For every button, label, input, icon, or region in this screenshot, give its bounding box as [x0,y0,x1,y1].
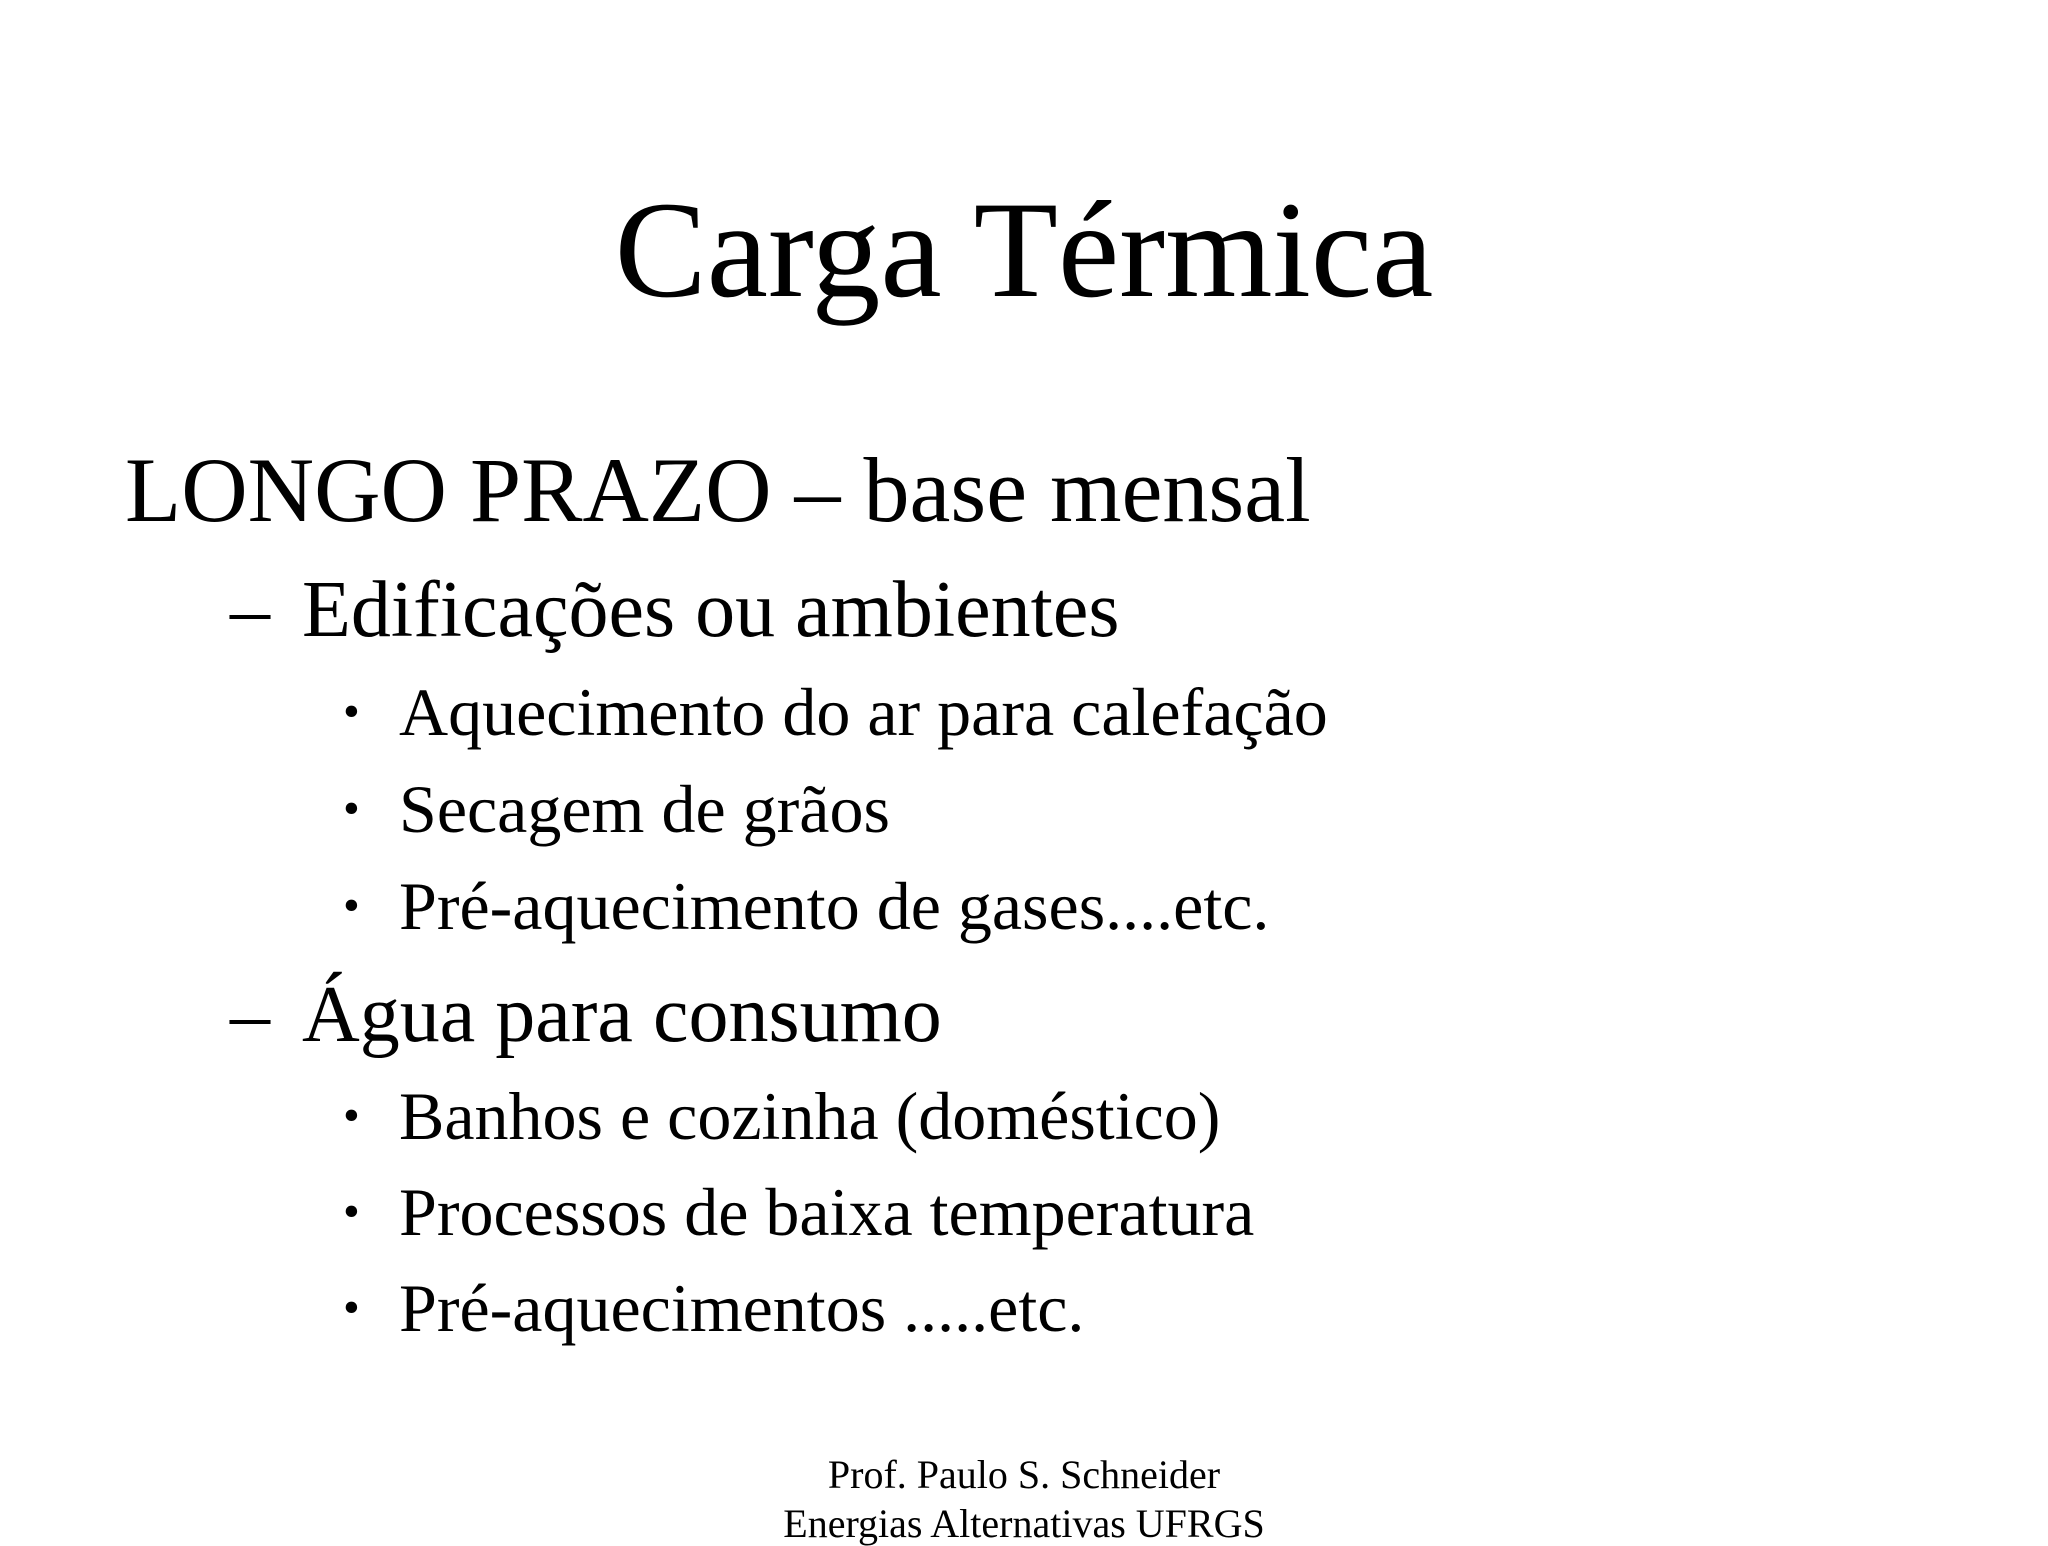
list-item [343,1268,1084,1348]
section-label: Água para consumo [302,971,942,1059]
list-item-text: Processos de baixa temperatura [399,1174,1255,1250]
dash-marker: – [230,566,270,654]
bullet-icon: • [343,1185,360,1238]
bullet-icon: • [343,1281,360,1334]
list-item [343,1076,1220,1156]
bullet-icon: • [343,879,360,932]
list-item [343,866,1269,946]
slide-title: Carga Térmica [614,173,1434,326]
list-item-text: Pré-aquecimento de gases....etc. [399,868,1270,944]
list-item [343,672,1328,752]
section-heading-agua [230,968,942,1063]
list-item-text: Pré-aquecimentos .....etc. [399,1270,1085,1346]
dash-marker: – [230,971,270,1059]
section-label: Edificações ou ambientes [302,566,1120,654]
list-item-text: Secagem de grãos [399,771,890,847]
section-heading-edificacoes [230,563,1119,658]
slide-heading: LONGO PRAZO – base mensal [125,439,1311,541]
bullet-icon: • [343,1089,360,1142]
footer-institution: Energias Alternativas UFRGS [783,1501,1265,1546]
list-item [343,769,890,849]
list-item-text: Banhos e cozinha (doméstico) [399,1078,1221,1154]
list-item-text: Aquecimento do ar para calefação [399,674,1328,750]
list-item [343,1172,1254,1252]
bullet-icon: • [343,685,360,738]
footer-author: Prof. Paulo S. Schneider [827,1452,1221,1497]
bullet-icon: • [343,782,360,835]
